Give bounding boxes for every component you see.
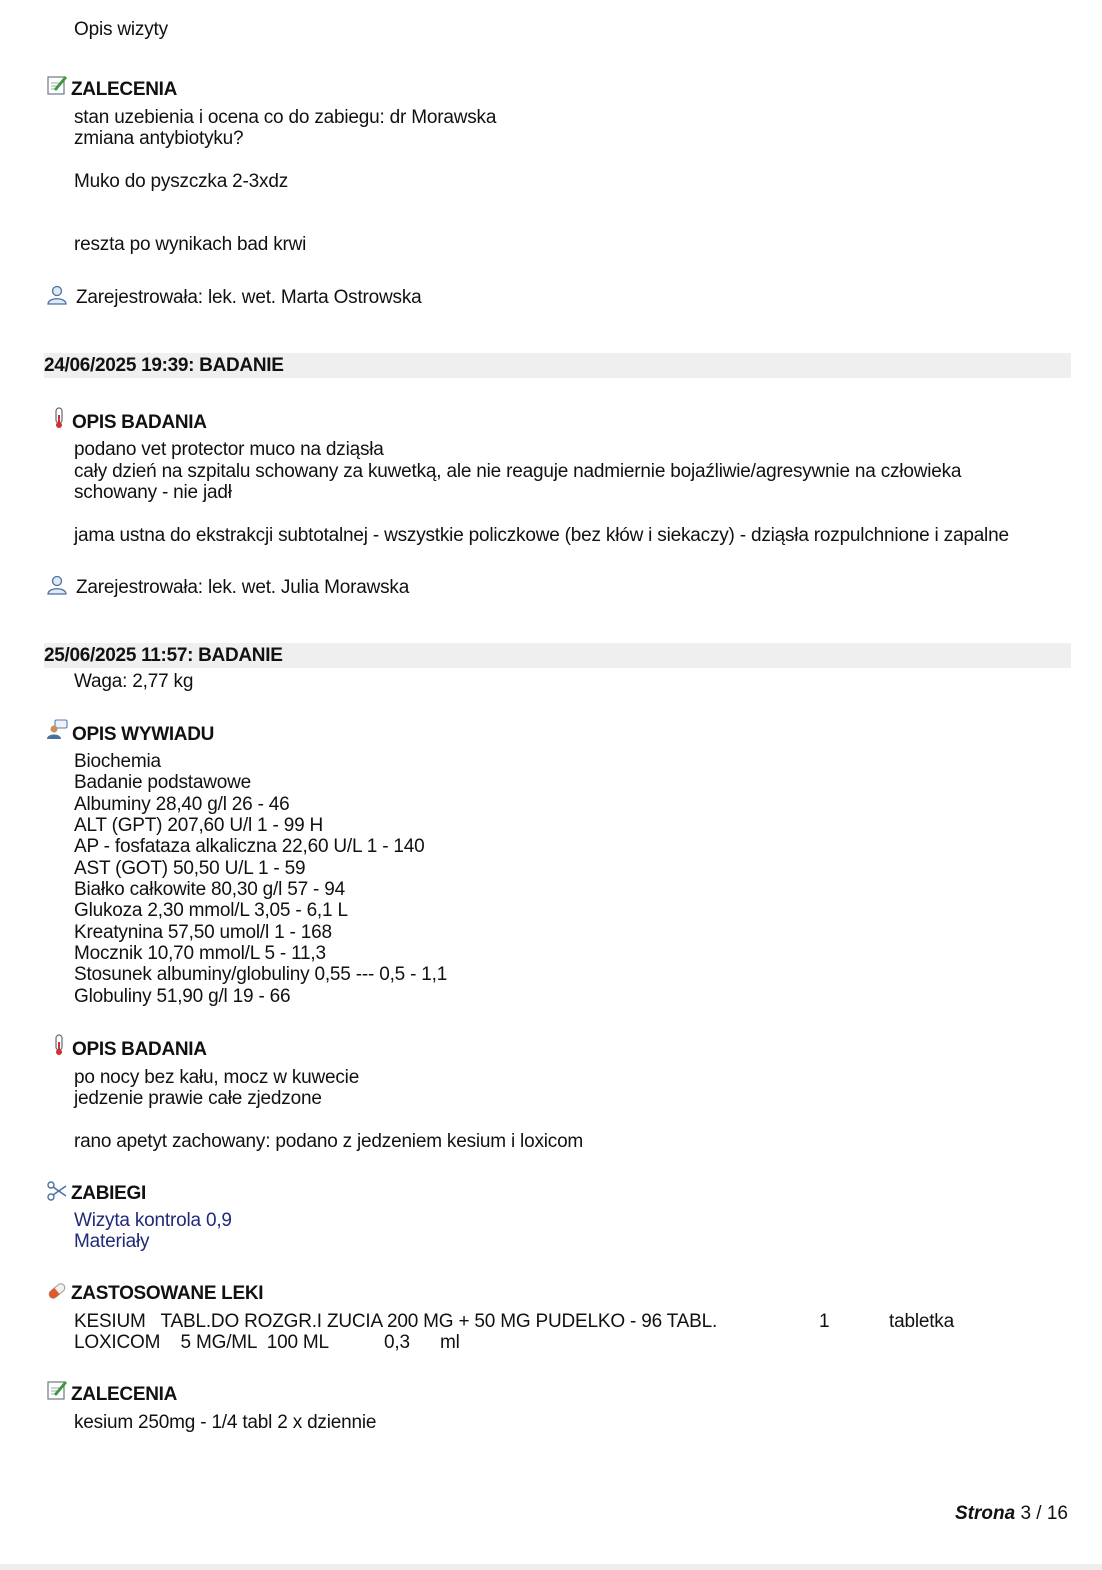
page-label: Strona [954, 1503, 1016, 1524]
procedure-item: Materiały [74, 1231, 150, 1252]
exam-title: OPIS BADANIA [72, 1039, 207, 1060]
exam-line: po nocy bez kału, mocz w kuwecie [74, 1067, 360, 1088]
exam-line: jama ustna do ekstrakcji subtotalnej - wszystkie policzkowe (bez kłów i siekaczy) - dziąsła rozpulchnione i zapalne [74, 525, 1009, 546]
exam-line: cały dzień na szpitalu schowany za kuwetką, ale nie reaguje nadmiernie bojaźliwie/agresywnie na człowieka [74, 461, 962, 482]
interview-icon [46, 719, 68, 741]
recommendation-line: reszta po wynikach bad krwi [74, 234, 307, 255]
recommendation-line: Muko do pyszczka 2-3xdz [74, 171, 288, 192]
drug-unit: ml [440, 1332, 460, 1353]
interview-line: Badanie podstawowe [74, 772, 252, 793]
visit-date-header: 24/06/2025 19:39: BADANIE [44, 353, 1071, 378]
interview-title: OPIS WYWIADU [72, 724, 215, 745]
drug-quantity: 0,3 [384, 1332, 410, 1353]
thermometer-icon [48, 407, 70, 429]
lab-result-line: Globuliny 51,90 g/l 19 - 66 [74, 986, 291, 1007]
recommendation-line: kesium 250mg - 1/4 tabl 2 x dziennie [74, 1412, 377, 1433]
weight-value: Waga: 2,77 kg [74, 671, 194, 692]
visit-description-label: Opis wizyty [74, 19, 168, 40]
exam-line: podano vet protector muco na dziąsła [74, 439, 384, 460]
procedure-item: Wizyta kontrola 0,9 [74, 1210, 232, 1231]
lab-result-line: AST (GOT) 50,50 U/L 1 - 59 [74, 858, 306, 879]
total-pages: / 16 [1036, 1503, 1068, 1524]
pencil-note-icon [46, 74, 68, 96]
drugs-title: ZASTOSOWANE LEKI [71, 1283, 264, 1304]
drug-quantity: 1 [819, 1311, 830, 1332]
user-icon [46, 284, 68, 306]
page-number [955, 1503, 1068, 1525]
drug-name: LOXICOM 5 MG/ML 100 ML [74, 1332, 329, 1353]
recommendations-title: ZALECENIA [71, 79, 178, 100]
scissors-icon [46, 1180, 68, 1202]
drug-name: KESIUM TABL.DO ROZGR.I ZUCIA 200 MG + 50 MG PUDELKO - 96 TABL. [74, 1311, 718, 1332]
lab-result-line: ALT (GPT) 207,60 U/l 1 - 99 H [74, 815, 324, 836]
page-bottom-edge [0, 1564, 1102, 1570]
visit-date-header: 25/06/2025 11:57: BADANIE [44, 643, 1071, 668]
lab-result-line: Glukoza 2,30 mmol/L 3,05 - 6,1 L [74, 900, 348, 921]
exam-line: schowany - nie jadł [74, 482, 232, 503]
recommendation-line: stan uzebienia i ocena co do zabiegu: dr Morawska [74, 107, 497, 128]
lab-result-line: Białko całkowite 80,30 g/l 57 - 94 [74, 879, 345, 900]
pill-icon [46, 1280, 68, 1302]
lab-result-line: Kreatynina 57,50 umol/l 1 - 168 [74, 922, 332, 943]
current-page: 3 [1020, 1503, 1032, 1524]
interview-line: Biochemia [74, 751, 161, 772]
lab-result-line: Albuminy 28,40 g/l 26 - 46 [74, 794, 290, 815]
exam-line: rano apetyt zachowany: podano z jedzeniem kesium i loxicom [74, 1131, 584, 1152]
exam-title: OPIS BADANIA [72, 412, 207, 433]
lab-result-line: AP - fosfataza alkaliczna 22,60 U/L 1 - 140 [74, 836, 425, 857]
drug-unit: tabletka [889, 1311, 954, 1332]
recommendation-line: zmiana antybiotyku? [74, 128, 244, 149]
exam-line: jedzenie prawie całe zjedzone [74, 1088, 322, 1109]
recommendations-title: ZALECENIA [71, 1384, 178, 1405]
procedures-title: ZABIEGI [71, 1183, 146, 1204]
pencil-note-icon [46, 1379, 68, 1401]
registered-by: Zarejestrowała: lek. wet. Marta Ostrowska [76, 287, 422, 308]
lab-result-line: Stosunek albuminy/globuliny 0,55 --- 0,5 - 1,1 [74, 964, 448, 985]
lab-result-line: Mocznik 10,70 mmol/L 5 - 11,3 [74, 943, 326, 964]
registered-by: Zarejestrowała: lek. wet. Julia Morawska [76, 577, 410, 598]
user-icon [46, 574, 68, 596]
thermometer-icon [48, 1034, 70, 1056]
